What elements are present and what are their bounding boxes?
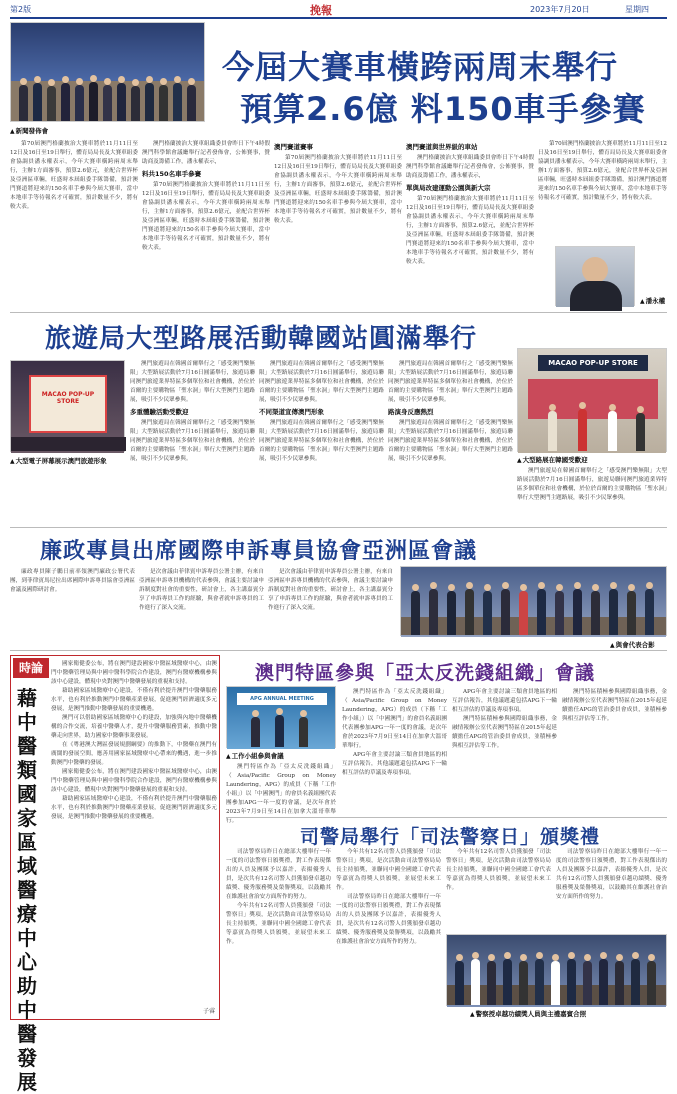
section-divider xyxy=(10,527,667,528)
story1-paragraph: 第70屆澳門格蘭披治大賽車將於11月11日至12日及16日至19日舉行，體育局局長及大賽車組委會協調員潘永權表示，今年大賽車橫跨兩周末舉行，主辦1方面審事，預算2.6億元，並配合世界杯及亞洲區車輛，旺盛時本屆組委手隊籌備，預計澳門賽道將迎來約150名車手參與今屆大賽車，當中本地車手等待報名才可確實，預計數量不少，將有較大表。 xyxy=(142,182,270,251)
story2-column-2 xyxy=(259,360,384,520)
photo-sign-text: MACAO POP-UP STORE xyxy=(41,391,95,405)
story3-paragraph: 是次會議由菲律賓申訴專員公署主辦，有來自亞洲區申訴專員機構的代表參與，會議主要討論申訴制度對社會的重要性，研討會上，各主講嘉賓分享了申訴專員工作的經驗，與會者就申訴專員的工作進行了深入交流。 xyxy=(268,569,393,611)
story4-paragraph: 澳門特區積極參與國際組織事務，金融情報辦公室代表澳門特區在2015年起延續擔任APG的管治委員會成員，並積極參與相互評估等工作。 xyxy=(562,689,667,722)
story3-column-3 xyxy=(268,568,393,626)
story1-column-5 xyxy=(538,140,667,250)
story1-headline-line2: 預算2.6億 料150車手參賽 xyxy=(240,90,646,128)
story4-headline: 澳門特區參與「亞太反洗錢組織」會議 xyxy=(255,662,596,684)
popup-store-caption: ▲大型電子屏幕展示澳門旅遊形象 xyxy=(10,457,107,465)
photo-banner-text: APG ANNUAL MEETING xyxy=(237,693,327,705)
story1-paragraph: 澳門格蘭披治大賽車組織委員會昨日下午4時假澳門科學館會議廳舉行記者發佈會，公佈賽事，贊助商及籌備工作，潘永權表示， xyxy=(142,141,270,165)
story2-column-1 xyxy=(130,360,255,520)
commentary-paragraph: 國家衛健委公布，將在澳門建設國家中醫區域醫療中心，由澳門中醫藥管理局與中國中醫科學院合作建設，澳門有醫療機構參與該中心建設，體現中央對澳門中醫藥發展的重視和支持。 xyxy=(51,769,217,793)
story3-column-2 xyxy=(139,568,264,626)
story5-paragraph: 司法警察局昨日在總部大樓舉行一年一度的司法警察日頒獎禮，對工作表現傑出的人員及團隊予以嘉許，表揚優秀人員，是次共有12名司警人員獲頒發卓越功績獎、優秀服務獎及榮譽獎項，以鼓勵其在維護社會治安方面所作的努力。 xyxy=(336,894,441,945)
story4-column-3 xyxy=(452,688,557,813)
story4-column-4 xyxy=(562,688,667,813)
story2-paragraph: 澳門旅遊局在韓國首爾舉行之「感受澳門樂無限」大型路展活動於7月16日圓滿舉行，旅遊局聯同澳門旅遊業界特區多個單位和社會機構，於位於首爾的主要購物區「聖水洞」舉行大型澳門主題路展，吸引不少民眾參與。 xyxy=(130,420,255,462)
story1-paragraph: 澳門格蘭披治大賽車組織委員會昨日下午4時假澳門科學館會議廳舉行記者發佈會，公佈賽事，贊助商及籌備工作，潘永權表示， xyxy=(406,155,534,179)
story2-subhead: 路演身反應熱烈 xyxy=(388,408,434,416)
popup-store-screen-photo xyxy=(10,360,125,452)
apg-meeting-caption: ▲工作小組參與會議 xyxy=(226,752,284,760)
story1-subhead: 單與局改建運動公園與新大宗 xyxy=(406,184,491,192)
story5-paragraph: 今年共有12名司警人員獲頒發「司法警察日」獎項，是次活動由司法警察局局長主持頒獎，並聯同中國全國總工會代表等嘉賓為得獎人員頒獎，並展望未來工作。 xyxy=(336,849,441,891)
story4-paragraph: APG年會主要討論三類會員地區的相互評估報告，其他議題還包括APG下一輪相互評估的草議及專項事項。 xyxy=(452,689,557,713)
story3-headline: 廉政專員出席國際申訴專員協會亞洲區會議 xyxy=(40,539,478,564)
story4-paragraph: 澳門特區作為「亞太反洗錢組織」（Asia/Pacific Group on Money Laundering，APG）的成員（下稱「工作小組」）以「中國澳門」的會員名義組團代表團參加APG一年一度的會議，是次年會於2023年7月9日至14日在加拿大溫哥華舉行。 xyxy=(226,764,336,824)
weekday: 星期四 xyxy=(625,5,649,14)
commentary-author: 子睿 xyxy=(202,1008,215,1015)
story2-paragraph: 澳門旅遊局在韓國首爾舉行之「感受澳門樂無限」大型路展活動於7月16日圓滿舉行，旅遊局聯同澳門旅遊業界特區多個單位和社會機構，於位於首爾的主要購物區「聖水洞」舉行大型澳門主題路展，吸引不少民眾參與。 xyxy=(388,361,513,403)
story3-paragraph: 是次會議由菲律賓申訴專員公署主辦，有來自亞洲區申訴專員機構的代表參與，會議主要討論申訴制度對社會的重要性，研討會上，各主講嘉賓分享了申訴專員工作的經驗，與會者就申訴專員的工作進行了深入交流。 xyxy=(139,569,264,611)
story5-paragraph: 今年共有12名司警人員獲頒發「司法警察日」獎項，是次活動由司法警察局局長主持頒獎，並聯同中國全國總工會代表等嘉賓為得獎人員頒獎，並展望未來工作。 xyxy=(446,849,551,891)
story2-paragraph: 澳門旅遊局在韓國首爾舉行之「感受澳門樂無限」大型路展活動於7月16日圓滿舉行，旅遊局聯同澳門旅遊業界特區多個單位和社會機構，於位於首爾的主要購物區「聖水洞」舉行大型澳門主題路展，吸引不少民眾參與。 xyxy=(259,420,384,462)
delegates-caption: ▲與會代表合影 xyxy=(610,641,655,649)
story5-column-2 xyxy=(336,848,441,1018)
story1-column-3 xyxy=(274,140,402,305)
commentary-paragraph: 澳門可以借助國家區域醫療中心的建設，加強與內地中醫藥機構的合作交流，培養中醫藥人才，提升中醫藥服務質素，推動中醫藥走向世界，助力國家中醫藥事業發展。 xyxy=(51,715,217,739)
story4-paragraph: APG年會主要討論三類會員地區的相互評估報告，其他議題還包括APG下一輪相互評估的草議及專項事項。 xyxy=(342,752,447,776)
story1-paragraph: 第70屆澳門格蘭披治大賽車將於11月11日至12日及16日至19日舉行，體育局局長及大賽車組委會協調員潘永權表示，今年大賽車橫跨兩周末舉行，主辦1方面審事，預算2.6億元，並配合世界杯及亞洲區車輛，旺盛時本屆組委手隊籌備，預計澳門賽道將迎來約150名車手參與今屆大賽車，當中本地車手等待報名才可確實，預計數量不少，將有較大表。 xyxy=(10,141,138,210)
page-number: 第2版 xyxy=(10,5,32,14)
commentary-paragraph: 藉助國家區域醫療中心建設，不僅有利於提升澳門中醫藥服務水平，也有利於推動澳門中醫藥產業發展，促進澳門經濟適度多元發展，是澳門推動中醫藥發展的重要機遇。 xyxy=(51,688,217,712)
commentary-paragraph: 在《粵港澳大灣區發展規劃綱要》的推動下，中醫藥在澳門有廣闊的發展空間，應善用國家區域醫療中心帶來的機遇，進一步推動澳門中醫藥的發展。 xyxy=(51,742,217,766)
story1-headline-line1: 今屆大賽車橫跨兩周末舉行 xyxy=(222,48,619,86)
story5-column-3 xyxy=(446,848,551,932)
commentary-title: 藉中醫類國家區域醫療中心助中醫發展 xyxy=(17,686,37,1094)
story5-paragraph: 司法警察局昨日在總部大樓舉行一年一度的司法警察日頒獎禮，對工作表現傑出的人員及團隊予以嘉許，表揚優秀人員，是次共有12名司警人員獲頒發卓越功績獎、優秀服務獎及榮譽獎項，以鼓勵其在維護社會治安方面所作的努力。 xyxy=(556,849,667,900)
story4-paragraph: 澳門特區積極參與國際組織事務，金融情報辦公室代表澳門特區在2015年起延續擔任APG的管治委員會成員，並積極參與相互評估等工作。 xyxy=(452,716,557,749)
story4-column-1 xyxy=(226,763,336,824)
story2-paragraph: 澳門旅遊局在韓國首爾舉行之「感受澳門樂無限」大型路展活動於7月16日圓滿舉行，旅遊局聯同澳門旅遊業界特區多個單位和社會機構，於位於首爾的主要購物區「聖水洞」舉行大型澳門主題路展，吸引不少民眾參與。 xyxy=(517,468,667,501)
press-conference-photo xyxy=(10,22,205,122)
section-divider xyxy=(10,650,667,651)
story5-paragraph: 今年共有12名司警人員獲頒發「司法警察日」獎項，是次活動由司法警察局局長主持頒獎，並聯同中國全國總工會代表等嘉賓為得獎人員頒獎，並展望未來工作。 xyxy=(226,903,331,945)
header-rule xyxy=(10,17,667,19)
story2-headline: 旅遊局大型路展活動韓國站圓滿舉行 xyxy=(45,324,478,354)
korea-roadshow-caption: ▲大型路展在韓國受歡迎 xyxy=(517,456,588,464)
commentary-body xyxy=(51,660,217,1005)
story5-column-1 xyxy=(226,848,331,1018)
award-ceremony-photo xyxy=(446,934,667,1006)
story1-subhead: 料共150名車手參賽 xyxy=(142,170,202,178)
story1-column-2 xyxy=(142,140,270,305)
award-ceremony-caption: ▲警察授卓越功績獎人員與主禮嘉賓合照 xyxy=(470,1010,587,1018)
story1-column-4 xyxy=(406,140,534,305)
story1-paragraph: 第70屆澳門格蘭披治大賽車將於11月11日至12日及16日至19日舉行，體育局局長及大賽車組委會協調員潘永權表示，今年大賽車橫跨兩周末舉行，主辦1方面審事，預算2.6億元，並配合世界杯及亞洲區車輛，旺盛時本屆組委手隊籌備，預計澳門賽道將迎來約150名車手參與今屆大賽車，當中本地車手等待報名才可確實，預計數量不少，將有較大表。 xyxy=(406,196,534,265)
story5-headline: 司警局舉行「司法警察日」頒獎禮 xyxy=(300,826,601,848)
story1-column-1 xyxy=(10,140,138,305)
story4-column-2 xyxy=(342,688,447,813)
commentary-paragraph: 國家衛健委公布，將在澳門建設國家中醫區域醫療中心，由澳門中醫藥管理局與中國中醫科學院合作建設，澳門有醫療機構參與該中心建設，體現中央對澳門中醫藥發展的重視和支持。 xyxy=(51,661,217,685)
stage-sign-text: MACAO POP-UP STORE xyxy=(538,355,648,371)
story5-column-4 xyxy=(556,848,667,932)
delegates-group-photo xyxy=(400,566,667,636)
commentary-tag: 時論 xyxy=(13,658,49,678)
story3-column-1 xyxy=(10,568,135,626)
korea-roadshow-photo xyxy=(517,348,667,452)
story2-paragraph: 澳門旅遊局在韓國首爾舉行之「感受澳門樂無限」大型路展活動於7月16日圓滿舉行，旅遊局聯同澳門旅遊業界特區多個單位和社會機構，於位於首爾的主要購物區「聖水洞」舉行大型澳門主題路展，吸引不少民眾參與。 xyxy=(259,361,384,403)
portrait-caption: ▲潘永權 xyxy=(640,297,666,305)
story2-paragraph: 澳門旅遊局在韓國首爾舉行之「感受澳門樂無限」大型路展活動於7月16日圓滿舉行，旅遊局聯同澳門旅遊業界特區多個單位和社會機構，於位於首爾的主要購物區「聖水洞」舉行大型澳門主題路展，吸引不少民眾參與。 xyxy=(130,361,255,403)
press-conference-caption: ▲新聞發佈會 xyxy=(10,127,49,135)
story2-paragraph: 澳門旅遊局在韓國首爾舉行之「感受澳門樂無限」大型路展活動於7月16日圓滿舉行，旅遊局聯同澳門旅遊業界特區多個單位和社會機構，於位於首爾的主要購物區「聖水洞」舉行大型澳門主題路展，吸引不少民眾參與。 xyxy=(388,420,513,462)
story1-subhead: 澳門賽道賽事 xyxy=(274,143,313,151)
portrait-photo xyxy=(555,246,635,306)
section-divider xyxy=(10,312,667,313)
story5-paragraph: 司法警察局昨日在總部大樓舉行一年一度的司法警察日頒獎禮，對工作表現傑出的人員及團隊予以嘉許，表揚優秀人員，是次共有12名司警人員獲頒發卓越功績獎、優秀服務獎及榮譽獎項，以鼓勵其在維護社會治安方面所作的努力。 xyxy=(226,849,331,900)
story3-paragraph: 廉政專員陳子鵬日前率領澳門廉政公署代表團，到菲律賓馬尼拉出席國際申訴專員協會亞洲區會議及國際研討會。 xyxy=(10,569,135,593)
story1-subhead: 澳門賽道與世界級的車站 xyxy=(406,143,478,151)
story2-column-4 xyxy=(517,467,667,522)
story2-column-3 xyxy=(388,360,513,520)
commentary-sidebar xyxy=(10,655,220,1094)
section-divider xyxy=(226,817,667,818)
story4-paragraph: 澳門特區作為「亞太反洗錢組織」（Asia/Pacific Group on Money Laundering，APG）的成員（下稱「工作小組」）以「中國澳門」的會員名義組團代表團參加APG一年一度的會議，是次年會於2023年7月9日至14日在加拿大溫哥華舉行。 xyxy=(342,689,447,749)
page-header xyxy=(10,4,667,18)
story1-paragraph: 第70屆澳門格蘭披治大賽車將於11月11日至12日及16日至19日舉行，體育局局長及大賽車組委會協調員潘永權表示，今年大賽車橫跨兩周末舉行，主辦1方面審事，預算2.6億元，並配合世界杯及亞洲區車輛，旺盛時本屆組委手隊籌備，預計澳門賽道將迎來約150名車手參與今屆大賽車，當中本地車手等待報名才可確實，預計數量不少，將有較大表。 xyxy=(274,155,402,224)
commentary-paragraph: 藉助國家區域醫療中心建設，不僅有利於提升澳門中醫藥服務水平，也有利於推動澳門中醫藥產業發展，促進澳門經濟適度多元發展，是澳門推動中醫藥發展的重要機遇。 xyxy=(51,796,217,820)
masthead-logo: 挽報 xyxy=(310,4,332,17)
story2-subhead: 不同渠道宣傳澳門形象 xyxy=(259,408,324,416)
apg-meeting-photo xyxy=(226,686,336,748)
issue-date: 2023年7月20日 xyxy=(530,5,590,14)
story2-subhead: 多重體驗活動受歡迎 xyxy=(130,408,189,416)
story1-paragraph: 第70屆澳門格蘭披治大賽車將於11月11日至12日及16日至19日舉行，體育局局長及大賽車組委會協調員潘永權表示，今年大賽車橫跨兩周末舉行，主辦1方面審事，預算2.6億元，並配合世界杯及亞洲區車輛，旺盛時本屆組委手隊籌備，預計澳門賽道將迎來約150名車手參與今屆大賽車，當中本地車手等待報名才可確實，預計數量不少，將有較大表。 xyxy=(538,141,667,201)
